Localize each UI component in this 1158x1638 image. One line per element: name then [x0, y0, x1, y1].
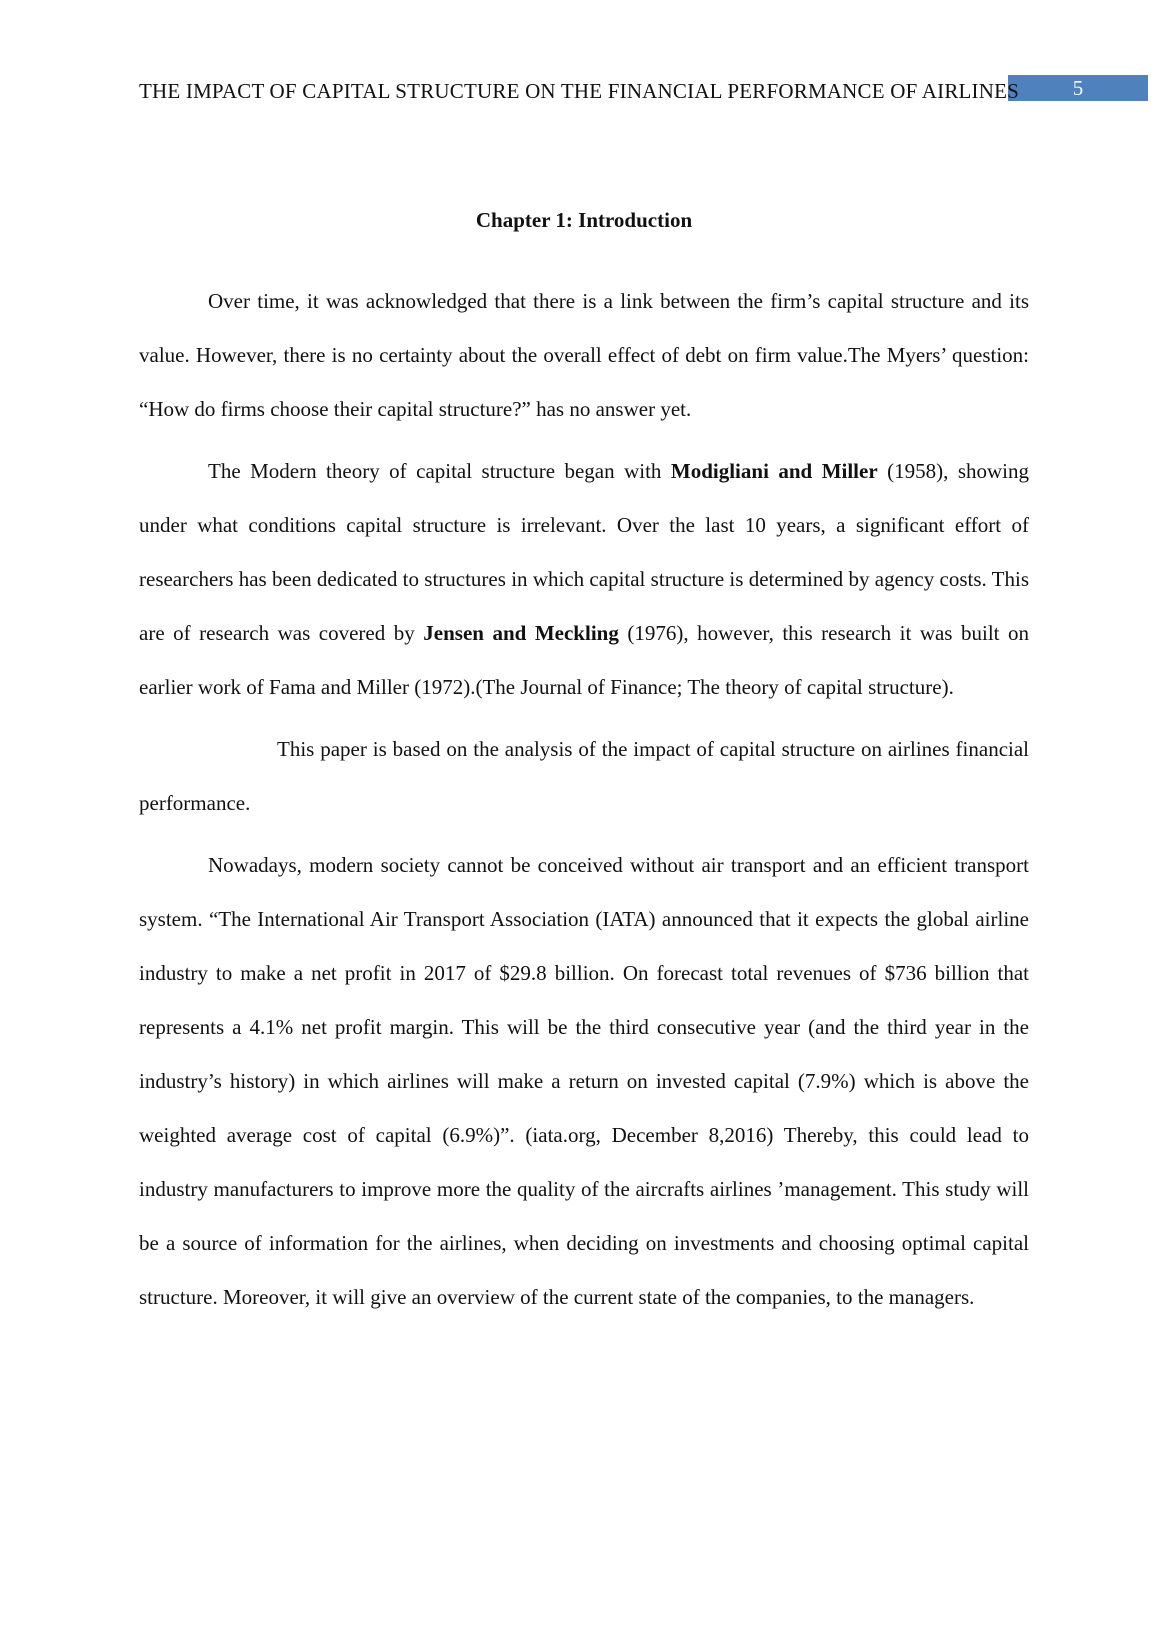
running-head: THE IMPACT OF CAPITAL STRUCTURE ON THE FINANCIAL PERFORMANCE OF AIRLINES: [139, 79, 1020, 103]
paragraph-4: Nowadays, modern society cannot be conceived without air transport and an efficient transport system. “The International Air Transport Association (IATA) announced that it expects the global airline industry to make a net profit in 2017 of $29.8 billion. On forecast total revenues of $736 billion that represents a 4.1% net profit margin. This will be the third consecutive year (and the third year in the industry’s history) in which airlines will make a return on invested capital (7.9%) which is above the weighted average cost of capital (6.9%)”. (iata.org, December 8,2016) Thereby, this could lead to industry manufacturers to improve more the quality of the aircrafts airlines ’management. This study will be a source of information for the airlines, when deciding on investments and choosing optimal capital structure. Moreover, it will give an overview of the current state of the companies, to the managers.: [139, 853, 1029, 1309]
paragraph-2: [139, 444, 1029, 714]
page-number: 5: [1008, 75, 1148, 101]
paragraph-2-text-2: (1958), showing under what conditions capital structure is irrelevant. Over the last 10 years, a significant effort of researchers has been dedicated to structures in which capital structure is determined by agency costs. This are of research was covered by: [139, 459, 1030, 645]
paragraph-2-text-1: The Modern theory of capital structure began with: [208, 459, 671, 483]
paragraph-1: Over time, it was acknowledged that there is a link between the firm’s capital structure and its value. However, there is no certainty about the overall effect of debt on firm value.The Myers’ question: “How do firms choose their capital structure?” has no answer yet.: [139, 289, 1029, 421]
chapter-title: Chapter 1: Introduction: [475, 208, 693, 232]
paragraph-2-text-3: (1976), however, this research it was built on earlier work of Fama and Miller (1972).(The Journal of Finance; The theory of capital structure).: [139, 621, 1030, 699]
citation-jensen-meckling: Jensen and Meckling: [423, 621, 619, 645]
document-body: [139, 274, 1029, 1324]
citation-modigliani-miller: Modigliani and Miller: [670, 459, 878, 483]
paragraph-3: This paper is based on the analysis of the impact of capital structure on airlines financial performance.: [139, 737, 1029, 815]
